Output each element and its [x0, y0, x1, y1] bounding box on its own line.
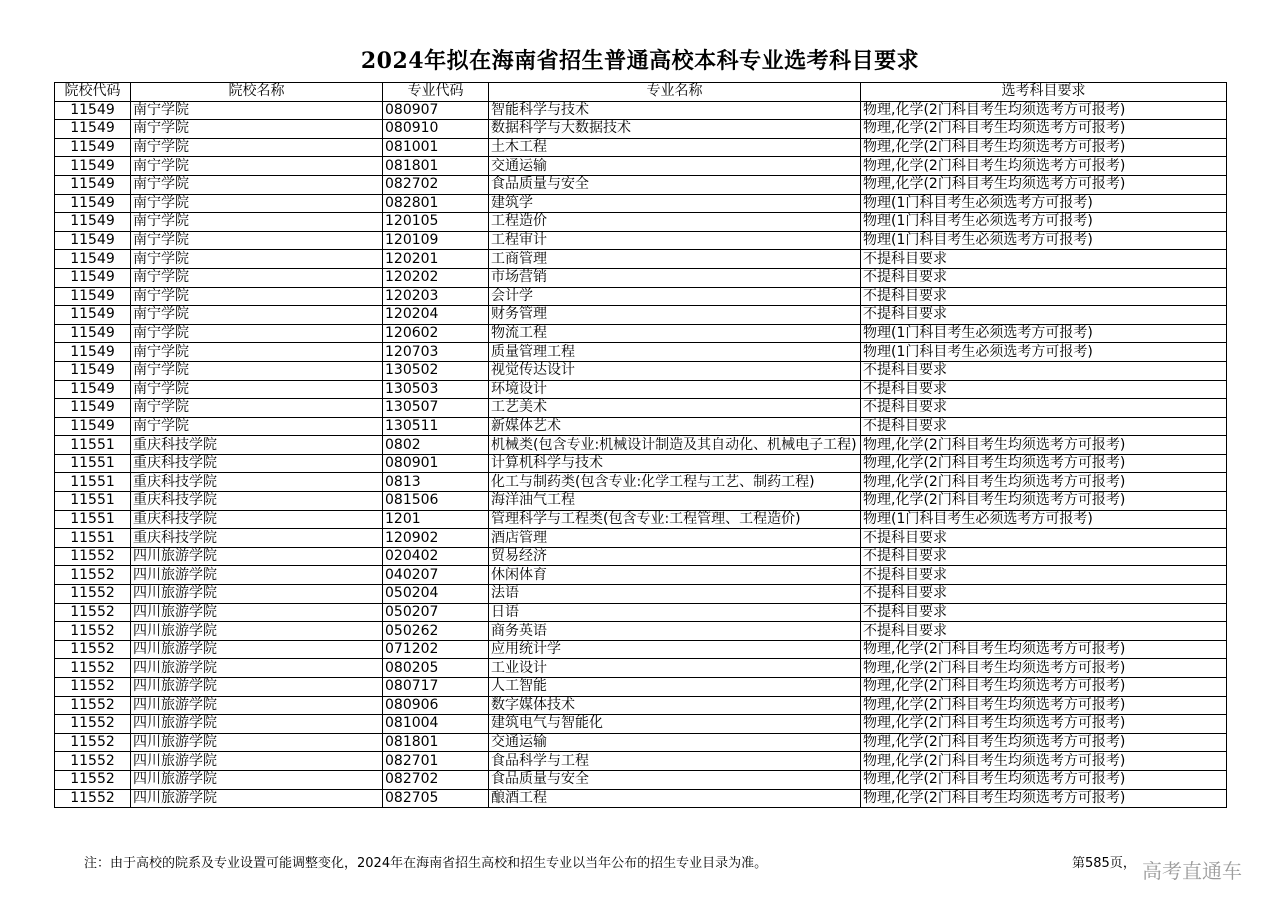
cell-subject-requirement: 不提科目要求 — [861, 361, 1227, 380]
cell-major-name: 交通运输 — [489, 157, 861, 176]
cell-school-name: 四川旅游学院 — [131, 733, 383, 752]
cell-major-name: 土木工程 — [489, 138, 861, 157]
cell-subject-requirement: 物理,化学(2门科目考生均须选考方可报考) — [861, 492, 1227, 511]
cell-major-code: 081801 — [383, 733, 489, 752]
cell-major-name: 新媒体艺术 — [489, 417, 861, 436]
cell-school-code: 11552 — [55, 696, 131, 715]
header-subject-requirement: 选考科目要求 — [861, 83, 1227, 102]
cell-school-code: 11552 — [55, 585, 131, 604]
cell-school-code: 11552 — [55, 733, 131, 752]
cell-school-name: 四川旅游学院 — [131, 566, 383, 585]
cell-school-name: 南宁学院 — [131, 231, 383, 250]
cell-school-name: 重庆科技学院 — [131, 492, 383, 511]
cell-major-name: 贸易经济 — [489, 547, 861, 566]
cell-subject-requirement: 不提科目要求 — [861, 417, 1227, 436]
cell-school-name: 南宁学院 — [131, 399, 383, 418]
cell-school-name: 四川旅游学院 — [131, 770, 383, 789]
table-body — [55, 101, 1227, 808]
cell-major-name: 酿酒工程 — [489, 789, 861, 808]
cell-major-code: 020402 — [383, 547, 489, 566]
cell-school-code: 11552 — [55, 566, 131, 585]
cell-subject-requirement: 不提科目要求 — [861, 622, 1227, 641]
cell-major-code: 081506 — [383, 492, 489, 511]
cell-major-code: 120902 — [383, 529, 489, 548]
table-row — [55, 194, 1227, 213]
watermark: 高考直通车 — [1142, 859, 1242, 883]
table-row — [55, 213, 1227, 232]
cell-major-name: 工艺美术 — [489, 399, 861, 418]
cell-subject-requirement: 物理,化学(2门科目考生均须选考方可报考) — [861, 101, 1227, 120]
cell-major-name: 建筑学 — [489, 194, 861, 213]
table-row — [55, 789, 1227, 808]
cell-subject-requirement: 不提科目要求 — [861, 287, 1227, 306]
table-row — [55, 324, 1227, 343]
cell-school-code: 11549 — [55, 213, 131, 232]
cell-major-code: 050262 — [383, 622, 489, 641]
cell-school-name: 南宁学院 — [131, 343, 383, 362]
cell-school-code: 11549 — [55, 250, 131, 269]
cell-school-name: 四川旅游学院 — [131, 640, 383, 659]
table-row — [55, 380, 1227, 399]
cell-school-name: 南宁学院 — [131, 306, 383, 325]
cell-major-code: 1201 — [383, 510, 489, 529]
cell-major-name: 质量管理工程 — [489, 343, 861, 362]
cell-major-name: 工业设计 — [489, 659, 861, 678]
cell-subject-requirement: 不提科目要求 — [861, 380, 1227, 399]
cell-major-name: 酒店管理 — [489, 529, 861, 548]
cell-school-code: 11549 — [55, 417, 131, 436]
cell-school-code: 11549 — [55, 120, 131, 139]
cell-major-code: 130503 — [383, 380, 489, 399]
cell-major-name: 食品科学与工程 — [489, 752, 861, 771]
cell-major-name: 物流工程 — [489, 324, 861, 343]
cell-subject-requirement: 物理,化学(2门科目考生均须选考方可报考) — [861, 696, 1227, 715]
cell-major-name: 数字媒体技术 — [489, 696, 861, 715]
header-school-name: 院校名称 — [131, 83, 383, 102]
cell-school-name: 四川旅游学院 — [131, 603, 383, 622]
table-row — [55, 138, 1227, 157]
cell-major-name: 商务英语 — [489, 622, 861, 641]
cell-school-code: 11549 — [55, 306, 131, 325]
table-row — [55, 268, 1227, 287]
cell-major-code: 120202 — [383, 268, 489, 287]
cell-subject-requirement: 物理,化学(2门科目考生均须选考方可报考) — [861, 733, 1227, 752]
cell-school-name: 南宁学院 — [131, 380, 383, 399]
cell-school-name: 南宁学院 — [131, 324, 383, 343]
cell-major-code: 130502 — [383, 361, 489, 380]
cell-subject-requirement: 不提科目要求 — [861, 585, 1227, 604]
cell-major-name: 法语 — [489, 585, 861, 604]
cell-major-name: 休闲体育 — [489, 566, 861, 585]
cell-subject-requirement: 不提科目要求 — [861, 603, 1227, 622]
table-row — [55, 585, 1227, 604]
cell-subject-requirement: 物理,化学(2门科目考生均须选考方可报考) — [861, 473, 1227, 492]
cell-school-code: 11552 — [55, 678, 131, 697]
cell-school-name: 南宁学院 — [131, 138, 383, 157]
cell-school-name: 南宁学院 — [131, 287, 383, 306]
cell-school-code: 11551 — [55, 436, 131, 455]
cell-major-name: 财务管理 — [489, 306, 861, 325]
cell-school-code: 11552 — [55, 770, 131, 789]
cell-school-code: 11551 — [55, 454, 131, 473]
cell-major-name: 日语 — [489, 603, 861, 622]
cell-subject-requirement: 物理,化学(2门科目考生均须选考方可报考) — [861, 640, 1227, 659]
table-row — [55, 101, 1227, 120]
cell-school-name: 重庆科技学院 — [131, 510, 383, 529]
cell-school-name: 南宁学院 — [131, 268, 383, 287]
cell-major-code: 120204 — [383, 306, 489, 325]
cell-major-name: 市场营销 — [489, 268, 861, 287]
cell-major-code: 081004 — [383, 715, 489, 734]
cell-major-name: 食品质量与安全 — [489, 770, 861, 789]
cell-school-code: 11552 — [55, 622, 131, 641]
cell-subject-requirement: 物理,化学(2门科目考生均须选考方可报考) — [861, 659, 1227, 678]
cell-major-code: 080717 — [383, 678, 489, 697]
header-major-code: 专业代码 — [383, 83, 489, 102]
cell-major-name: 数据科学与大数据技术 — [489, 120, 861, 139]
cell-school-code: 11552 — [55, 752, 131, 771]
cell-major-code: 050204 — [383, 585, 489, 604]
cell-school-name: 四川旅游学院 — [131, 678, 383, 697]
table-row — [55, 250, 1227, 269]
cell-major-name: 计算机科学与技术 — [489, 454, 861, 473]
cell-major-code: 130511 — [383, 417, 489, 436]
cell-major-name: 工商管理 — [489, 250, 861, 269]
cell-major-code: 082702 — [383, 175, 489, 194]
cell-major-name: 食品质量与安全 — [489, 175, 861, 194]
cell-subject-requirement: 物理,化学(2门科目考生均须选考方可报考) — [861, 678, 1227, 697]
cell-school-name: 四川旅游学院 — [131, 789, 383, 808]
table-row — [55, 770, 1227, 789]
table-row — [55, 175, 1227, 194]
table-row — [55, 306, 1227, 325]
table-row — [55, 547, 1227, 566]
cell-major-code: 050207 — [383, 603, 489, 622]
cell-major-name: 交通运输 — [489, 733, 861, 752]
cell-school-name: 南宁学院 — [131, 157, 383, 176]
cell-major-code: 082701 — [383, 752, 489, 771]
cell-major-code: 120203 — [383, 287, 489, 306]
table-row — [55, 659, 1227, 678]
cell-major-code: 080907 — [383, 101, 489, 120]
cell-major-code: 080910 — [383, 120, 489, 139]
cell-major-code: 080205 — [383, 659, 489, 678]
cell-school-code: 11549 — [55, 138, 131, 157]
cell-subject-requirement: 不提科目要求 — [861, 306, 1227, 325]
cell-subject-requirement: 不提科目要求 — [861, 547, 1227, 566]
cell-major-code: 081801 — [383, 157, 489, 176]
cell-school-code: 11552 — [55, 659, 131, 678]
cell-school-name: 南宁学院 — [131, 361, 383, 380]
cell-major-name: 应用统计学 — [489, 640, 861, 659]
cell-subject-requirement: 物理,化学(2门科目考生均须选考方可报考) — [861, 175, 1227, 194]
cell-school-code: 11552 — [55, 789, 131, 808]
cell-subject-requirement: 物理(1门科目考生必须选考方可报考) — [861, 343, 1227, 362]
page-number: 第585页， — [1072, 856, 1136, 871]
table-row — [55, 231, 1227, 250]
cell-school-code: 11552 — [55, 715, 131, 734]
cell-school-name: 南宁学院 — [131, 194, 383, 213]
table-row — [55, 696, 1227, 715]
cell-school-code: 11549 — [55, 268, 131, 287]
cell-major-code: 130507 — [383, 399, 489, 418]
cell-subject-requirement: 物理,化学(2门科目考生均须选考方可报考) — [861, 454, 1227, 473]
cell-school-code: 11552 — [55, 547, 131, 566]
table-row — [55, 492, 1227, 511]
cell-major-name: 化工与制药类(包含专业:化学工程与工艺、制药工程) — [489, 473, 861, 492]
cell-major-code: 080906 — [383, 696, 489, 715]
cell-major-name: 人工智能 — [489, 678, 861, 697]
cell-subject-requirement: 不提科目要求 — [861, 250, 1227, 269]
table-row — [55, 603, 1227, 622]
cell-subject-requirement: 不提科目要求 — [861, 399, 1227, 418]
cell-subject-requirement: 物理(1门科目考生必须选考方可报考) — [861, 213, 1227, 232]
cell-school-code: 11549 — [55, 194, 131, 213]
cell-major-code: 120105 — [383, 213, 489, 232]
cell-major-code: 0802 — [383, 436, 489, 455]
cell-major-name: 视觉传达设计 — [489, 361, 861, 380]
table-row — [55, 436, 1227, 455]
table-row — [55, 417, 1227, 436]
cell-subject-requirement: 物理(1门科目考生必须选考方可报考) — [861, 510, 1227, 529]
cell-subject-requirement: 物理,化学(2门科目考生均须选考方可报考) — [861, 752, 1227, 771]
cell-major-name: 管理科学与工程类(包含专业:工程管理、工程造价) — [489, 510, 861, 529]
document-title: 2024年拟在海南省招生普通高校本科专业选考科目要求 — [360, 48, 920, 74]
cell-school-name: 重庆科技学院 — [131, 529, 383, 548]
footer-note: 注：由于高校的院系及专业设置可能调整变化，2024年在海南省招生高校和招生专业以当年公布的招生专业目录为准。 — [84, 856, 768, 871]
table-row — [55, 529, 1227, 548]
cell-school-name: 南宁学院 — [131, 120, 383, 139]
cell-subject-requirement: 物理,化学(2门科目考生均须选考方可报考) — [861, 770, 1227, 789]
cell-school-code: 11549 — [55, 101, 131, 120]
cell-school-name: 南宁学院 — [131, 213, 383, 232]
cell-school-code: 11549 — [55, 175, 131, 194]
cell-major-name: 海洋油气工程 — [489, 492, 861, 511]
cell-school-code: 11549 — [55, 361, 131, 380]
cell-school-name: 南宁学院 — [131, 250, 383, 269]
cell-subject-requirement: 物理,化学(2门科目考生均须选考方可报考) — [861, 120, 1227, 139]
cell-school-name: 四川旅游学院 — [131, 622, 383, 641]
cell-school-code: 11551 — [55, 473, 131, 492]
cell-school-code: 11549 — [55, 399, 131, 418]
cell-major-code: 081001 — [383, 138, 489, 157]
cell-school-name: 四川旅游学院 — [131, 752, 383, 771]
cell-subject-requirement: 物理,化学(2门科目考生均须选考方可报考) — [861, 715, 1227, 734]
table-row — [55, 287, 1227, 306]
cell-major-code: 040207 — [383, 566, 489, 585]
cell-major-name: 智能科学与技术 — [489, 101, 861, 120]
cell-major-code: 0813 — [383, 473, 489, 492]
cell-major-name: 工程造价 — [489, 213, 861, 232]
cell-school-name: 南宁学院 — [131, 417, 383, 436]
cell-school-name: 南宁学院 — [131, 175, 383, 194]
cell-subject-requirement: 物理(1门科目考生必须选考方可报考) — [861, 231, 1227, 250]
cell-school-code: 11551 — [55, 510, 131, 529]
cell-major-code: 080901 — [383, 454, 489, 473]
table-row — [55, 752, 1227, 771]
cell-school-code: 11549 — [55, 287, 131, 306]
cell-major-name: 环境设计 — [489, 380, 861, 399]
cell-major-name: 建筑电气与智能化 — [489, 715, 861, 734]
cell-subject-requirement: 不提科目要求 — [861, 268, 1227, 287]
cell-major-code: 071202 — [383, 640, 489, 659]
cell-major-code: 120109 — [383, 231, 489, 250]
table-row — [55, 399, 1227, 418]
table-row — [55, 566, 1227, 585]
table-row — [55, 510, 1227, 529]
table-row — [55, 640, 1227, 659]
cell-subject-requirement: 物理,化学(2门科目考生均须选考方可报考) — [861, 436, 1227, 455]
table-row — [55, 678, 1227, 697]
cell-subject-requirement: 物理(1门科目考生必须选考方可报考) — [861, 324, 1227, 343]
table-row — [55, 733, 1227, 752]
cell-major-name: 会计学 — [489, 287, 861, 306]
cell-subject-requirement: 物理,化学(2门科目考生均须选考方可报考) — [861, 138, 1227, 157]
cell-subject-requirement: 物理(1门科目考生必须选考方可报考) — [861, 194, 1227, 213]
cell-subject-requirement: 物理,化学(2门科目考生均须选考方可报考) — [861, 157, 1227, 176]
requirements-table — [54, 82, 1227, 808]
header-school-code: 院校代码 — [55, 83, 131, 102]
cell-major-code: 082801 — [383, 194, 489, 213]
cell-school-name: 南宁学院 — [131, 101, 383, 120]
cell-school-code: 11549 — [55, 157, 131, 176]
table-row — [55, 622, 1227, 641]
cell-major-code: 120201 — [383, 250, 489, 269]
cell-school-code: 11552 — [55, 640, 131, 659]
cell-major-code: 082705 — [383, 789, 489, 808]
cell-major-name: 工程审计 — [489, 231, 861, 250]
cell-school-code: 11549 — [55, 324, 131, 343]
cell-subject-requirement: 不提科目要求 — [861, 529, 1227, 548]
cell-school-code: 11549 — [55, 380, 131, 399]
cell-school-code: 11551 — [55, 529, 131, 548]
table-row — [55, 157, 1227, 176]
cell-school-name: 四川旅游学院 — [131, 659, 383, 678]
cell-major-name: 机械类(包含专业:机械设计制造及其自动化、机械电子工程) — [489, 436, 861, 455]
cell-school-name: 重庆科技学院 — [131, 454, 383, 473]
table-header-row — [55, 83, 1227, 102]
table-row — [55, 120, 1227, 139]
cell-school-name: 四川旅游学院 — [131, 696, 383, 715]
cell-major-code: 120703 — [383, 343, 489, 362]
table-row — [55, 715, 1227, 734]
cell-major-code: 120602 — [383, 324, 489, 343]
cell-major-code: 082702 — [383, 770, 489, 789]
header-major-name: 专业名称 — [489, 83, 861, 102]
cell-school-name: 四川旅游学院 — [131, 585, 383, 604]
cell-school-code: 11552 — [55, 603, 131, 622]
cell-school-name: 重庆科技学院 — [131, 473, 383, 492]
table-row — [55, 473, 1227, 492]
cell-school-name: 四川旅游学院 — [131, 547, 383, 566]
cell-school-code: 11551 — [55, 492, 131, 511]
cell-school-name: 四川旅游学院 — [131, 715, 383, 734]
cell-subject-requirement: 不提科目要求 — [861, 566, 1227, 585]
table-row — [55, 454, 1227, 473]
cell-school-code: 11549 — [55, 231, 131, 250]
table-row — [55, 343, 1227, 362]
cell-school-name: 重庆科技学院 — [131, 436, 383, 455]
cell-subject-requirement: 物理,化学(2门科目考生均须选考方可报考) — [861, 789, 1227, 808]
table-row — [55, 361, 1227, 380]
cell-school-code: 11549 — [55, 343, 131, 362]
